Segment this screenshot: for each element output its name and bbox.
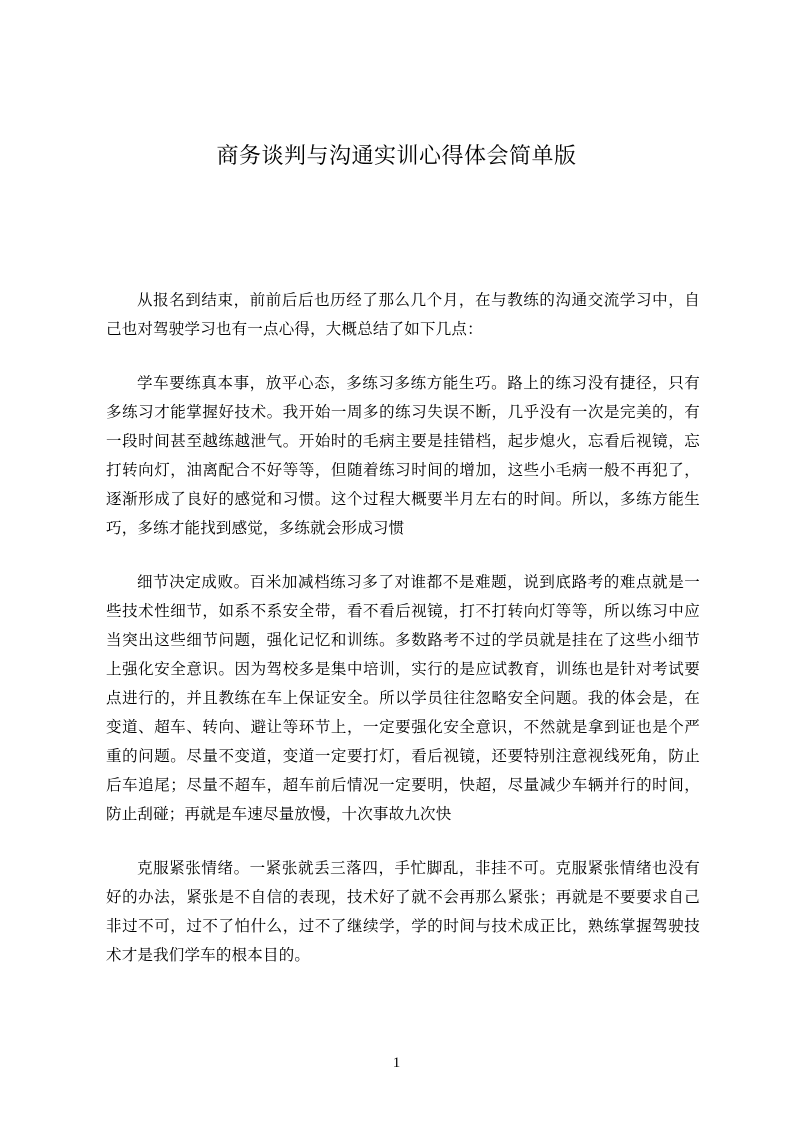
document-body [106, 286, 700, 995]
paragraph-details: 细节决定成败。百米加减档练习多了对谁都不是难题，说到底路考的难点就是一些技术性细节，如系不系安全带，看不看后视镜，打不打转向灯等等，所以练习中应当突出这些细节问题，强化记忆和训练。多数路考不过的学员就是挂在了这些小细节上强化安全意识。因为驾校多是集中培训，实行的是应试教育，训练也是针对考试要点进行的，并且教练在车上保证安全。所以学员往往忽略安全问题。我的体会是，在变道、超车、转向、避让等环节上，一定要强化安全意识，不然就是拿到证也是个严重的问题。尽量不变道，变道一定要打灯，看后视镜，还要特别注意视线死角，防止后车追尾；尽量不超车，超车前后情况一定要明，快超，尽量减少车辆并行的时间，防止刮碰；再就是车速尽量放慢，十次事故九次快 [106, 573, 700, 823]
paragraph-practice: 学车要练真本事，放平心态，多练习多练方能生巧。路上的练习没有捷径，只有多练习才能掌握好技术。我开始一周多的练习失误不断，几乎没有一次是完美的，有一段时间甚至越练越泄气。开始时的毛病主要是挂错档，起步熄火，忘看后视镜，忘打转向灯，油离配合不好等等，但随着练习时间的增加，这些小毛病一般不再犯了，逐渐形成了良好的感觉和习惯。这个过程大概要半月左右的时间。所以，多练方能生巧，多练才能找到感觉，多练就会形成习惯 [106, 374, 700, 537]
paragraph-intro: 从报名到结束，前前后后也历经了那么几个月，在与教练的沟通交流学习中，自己也对驾驶学习也有一点心得，大概总结了如下几点： [106, 291, 700, 338]
document-title: 商务谈判与沟通实训心得体会简单版 [216, 144, 577, 169]
paragraph-nerves: 克服紧张情绪。一紧张就丢三落四，手忙脚乱，非挂不可。克服紧张情绪也没有好的办法，紧张是不自信的表现，技术好了就不会再那么紧张；再就是不要要求自己非过不可，过不了怕什么，过不了继续学，学的时间与技术成正比，熟练掌握驾驶技术才是我们学车的根本目的。 [106, 859, 700, 964]
page-number: 1 [392, 1055, 401, 1071]
